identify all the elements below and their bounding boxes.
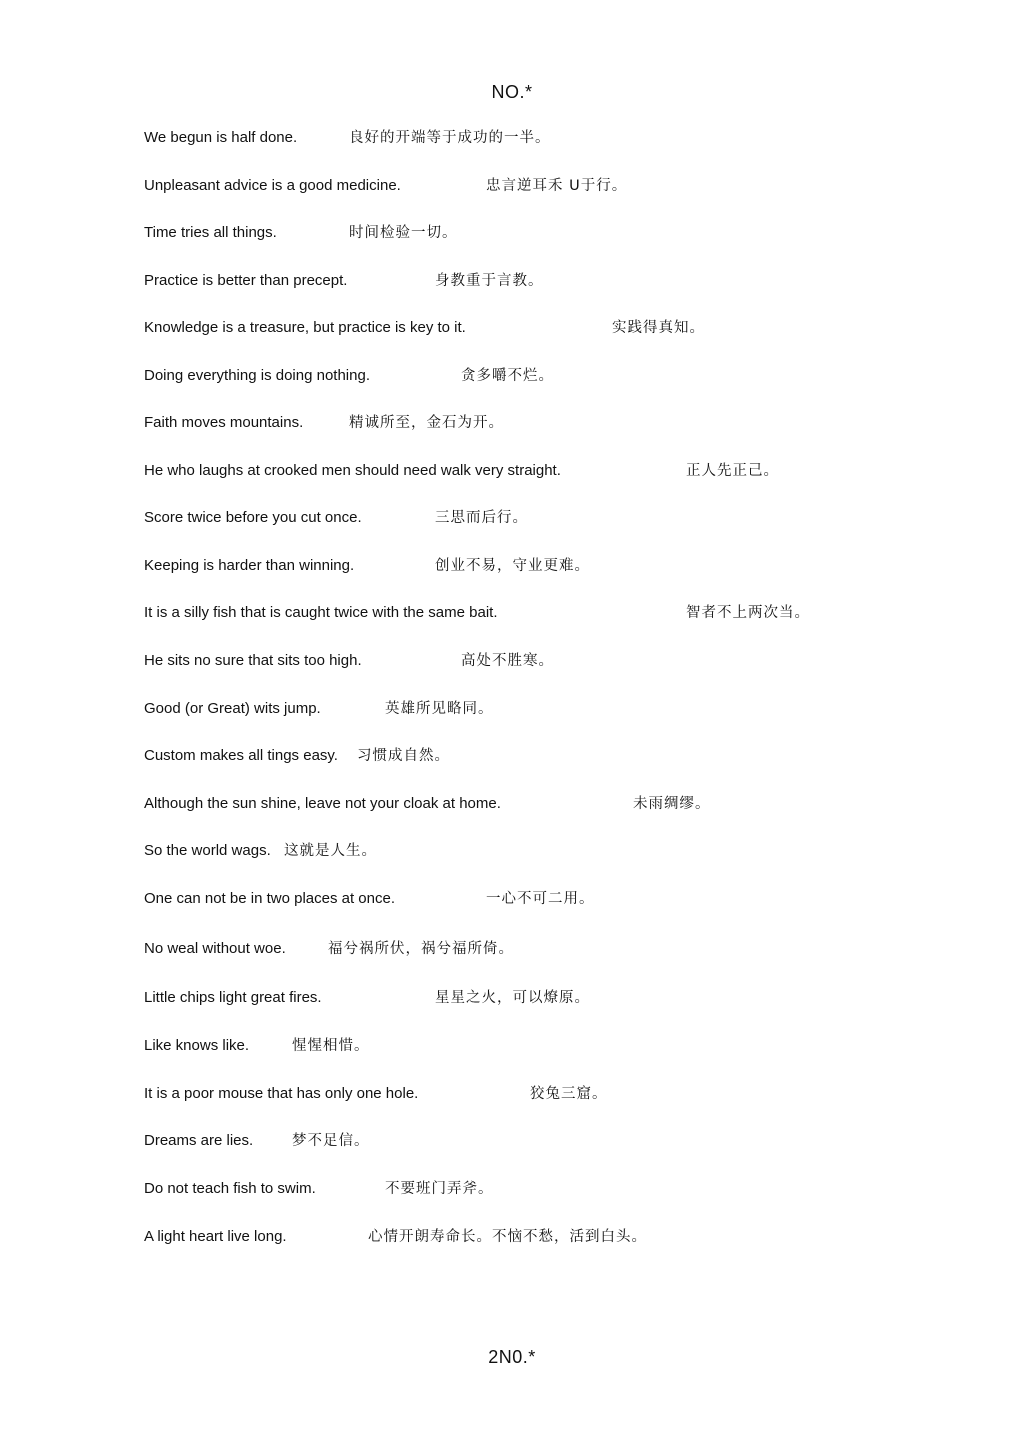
proverb-english: It is a poor mouse that has only one hole. [144, 1085, 419, 1102]
proverb-english: Time tries all things. [144, 224, 277, 241]
proverb-english: Like knows like. [144, 1037, 250, 1054]
proverb-row [144, 1177, 1004, 1201]
proverb-english: He sits no sure that sits too high. [144, 652, 362, 669]
proverb-english: It is a silly fish that is caught twice with the same bait. [144, 604, 498, 621]
proverb-chinese: 忠言逆耳禾 U于行。 [486, 178, 628, 194]
proverb-chinese: 时间检验一切。 [349, 225, 458, 241]
proverb-row [144, 1225, 1004, 1249]
proverb-chinese: 未雨绸缪。 [633, 796, 711, 812]
proverb-english: Practice is better than precept. [144, 272, 348, 289]
proverb-list [144, 0, 1004, 1450]
proverb-english: Knowledge is a treasure, but practice is key to it. [144, 319, 466, 336]
proverb-chinese: 星星之火，可以燎原。 [435, 990, 590, 1006]
proverb-row [144, 174, 1004, 198]
proverb-row [144, 839, 1004, 863]
proverb-english: Although the sun shine, leave not your cloak at home. [144, 795, 501, 812]
proverb-chinese: 三思而后行。 [435, 510, 528, 526]
proverb-chinese: 贪多嚼不烂。 [461, 368, 554, 384]
proverb-row [144, 937, 1004, 961]
proverb-row [144, 554, 1004, 578]
proverb-chinese: 高处不胜寒。 [461, 653, 554, 669]
proverb-chinese: 狡兔三窟。 [530, 1086, 608, 1102]
proverb-row [144, 1082, 1004, 1106]
proverb-chinese: 创业不易，守业更难。 [435, 558, 590, 574]
proverb-chinese: 梦不足信。 [292, 1133, 370, 1149]
proverb-english: So the world wags. [144, 842, 271, 859]
proverb-chinese: 心情开朗寿命长。不恼不愁，活到白头。 [368, 1229, 647, 1245]
proverb-chinese: 实践得真知。 [612, 320, 705, 336]
proverb-row [144, 459, 1004, 483]
page-footer: 2N0.* [488, 1347, 536, 1367]
proverb-row [144, 506, 1004, 530]
proverb-chinese: 英雄所见略同。 [385, 701, 494, 717]
proverb-row [144, 411, 1004, 435]
proverb-chinese: 这就是人生。 [284, 843, 377, 859]
proverb-row [144, 649, 1004, 673]
proverb-chinese: 不要班门弄斧。 [385, 1181, 494, 1197]
proverb-row [144, 697, 1004, 721]
proverb-english: One can not be in two places at once. [144, 890, 395, 907]
proverb-english: Keeping is harder than winning. [144, 557, 355, 574]
proverb-row [144, 126, 1004, 150]
proverb-chinese: 习惯成自然。 [357, 748, 450, 764]
proverb-english: Unpleasant advice is a good medicine. [144, 177, 401, 194]
proverb-english: No weal without woe. [144, 940, 286, 957]
proverb-english: Do not teach fish to swim. [144, 1180, 316, 1197]
proverb-english: A light heart live long. [144, 1228, 287, 1245]
proverb-english: Little chips light great fires. [144, 989, 322, 1006]
proverb-english: Doing everything is doing nothing. [144, 367, 370, 384]
proverb-english: Faith moves mountains. [144, 414, 304, 431]
proverb-chinese: 良好的开端等于成功的一半。 [349, 130, 551, 146]
proverb-chinese: 福兮祸所伏，祸兮福所倚。 [328, 941, 514, 957]
proverb-chinese: 惺惺相惜。 [292, 1038, 370, 1054]
proverb-row [144, 887, 1004, 911]
proverb-row [144, 316, 1004, 340]
proverb-english: Good (or Great) wits jump. [144, 700, 321, 717]
proverb-english: He who laughs at crooked men should need walk very straight. [144, 462, 561, 479]
proverb-chinese: 精诚所至，金石为开。 [349, 415, 504, 431]
proverb-english: Custom makes all tings easy. [144, 747, 338, 764]
proverb-english: Score twice before you cut once. [144, 509, 362, 526]
proverb-chinese: 智者不上两次当。 [686, 605, 810, 621]
proverb-english: Dreams are lies. [144, 1132, 254, 1149]
proverb-row [144, 1034, 1004, 1058]
proverb-row [144, 269, 1004, 293]
proverb-english: We begun is half done. [144, 129, 298, 146]
proverb-row [144, 744, 1004, 768]
proverb-chinese: 身教重于言教。 [435, 273, 544, 289]
proverb-row [144, 221, 1004, 245]
proverb-chinese: 正人先正己。 [686, 463, 779, 479]
page-header: NO.* [491, 82, 533, 102]
proverb-row [144, 601, 1004, 625]
proverb-chinese: 一心不可二用。 [486, 891, 595, 907]
proverb-row [144, 792, 1004, 816]
proverb-row [144, 986, 1004, 1010]
proverb-row [144, 364, 1004, 388]
proverb-row [144, 1129, 1004, 1153]
